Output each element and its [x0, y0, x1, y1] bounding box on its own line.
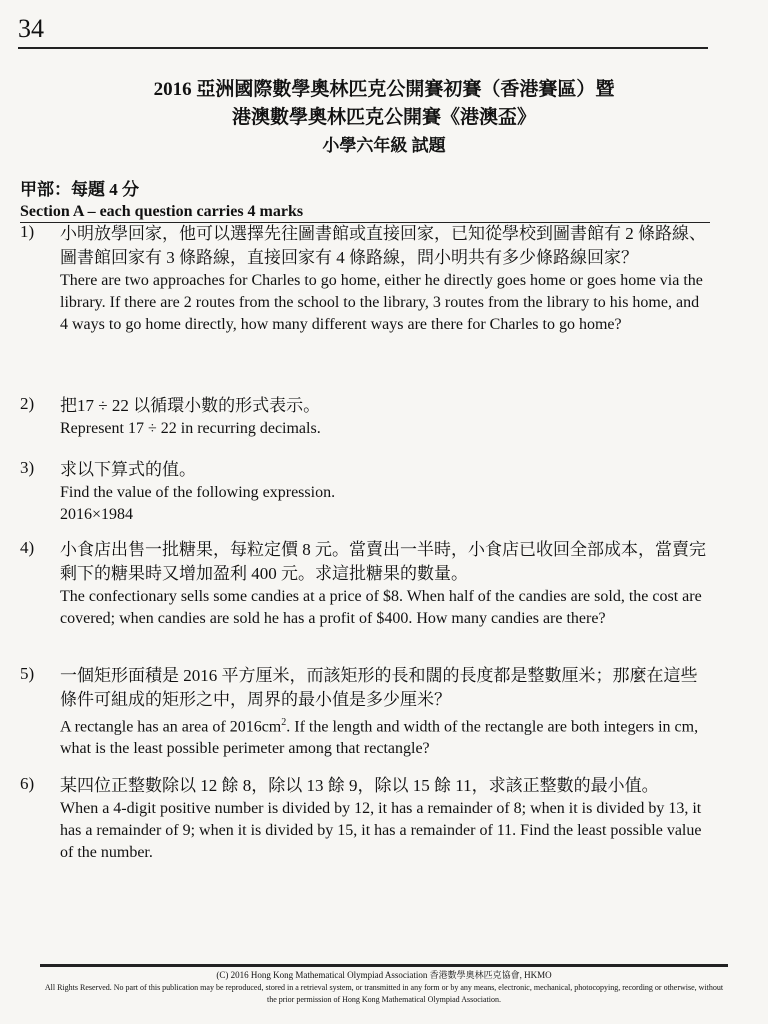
question-text-en: The confectionary sells some candies at a price of $8. When half of the candies are sold, the cost are covered; when candies are sold he has a profit of $400. How many candies are there? — [60, 588, 702, 627]
question-text-en: When a 4-digit positive number is divided by 12, it has a remainder of 8; when it is divided by 13, it has a remainder of 9; when it is divided by 15, it has a remainder of 11. Find the least possible value of the number. — [60, 800, 702, 861]
exam-title — [0, 76, 768, 160]
question-text-en: Represent 17 ÷ 22 in recurring decimals. — [60, 420, 321, 437]
footer-rights: All Rights Reserved. No part of this publication may be reproduced, stored in a retrieval system, or transmitted in any form or by any means, electronic, mechanical, photocopying, recording or otherwise, without the prior permission of Hong Kong Mathematical Olympiad Association. — [44, 983, 724, 1004]
superscript-exponent: 2 — [281, 717, 287, 728]
question-text-en: There are two approaches for Charles to go home, either he directly goes home or goes home via the library. If there are 2 routes from the school to the library, 3 routes from the library to his home, and 4 ways to go home directly, how many different ways are there for Charles to go home? — [60, 272, 703, 333]
question-number: 6) — [20, 774, 35, 793]
question-number: 3) — [20, 458, 35, 477]
footer-copyright: (C) 2016 Hong Kong Mathematical Olympiad Association 香港數學奧林匹克協會, HKMO — [216, 970, 552, 980]
question-text-zh: 小食店出售一批糖果，每粒定價 8 元。當賣出一半時，小食店已收回全部成本，當賣完剩下的糖果時又增加盈利 400 元。求這批糖果的數量。 — [60, 540, 706, 583]
section-heading-zh: 甲部：每題 4 分 — [20, 180, 139, 199]
question-number: 4) — [20, 538, 35, 557]
question-2 — [20, 394, 710, 440]
question-text-en: Find the value of the following expression. — [60, 484, 336, 501]
question-number: 2) — [20, 394, 35, 413]
question-number: 5) — [20, 664, 35, 683]
question-6 — [20, 774, 710, 864]
title-line-1: 2016 亞洲國際數學奧林匹克公開賽初賽（香港賽區）暨 — [153, 79, 615, 100]
top-divider — [18, 47, 708, 49]
footer — [40, 968, 728, 1006]
question-text-zh: 某四位正整數除以 12 餘 8，除以 13 餘 9，除以 15 餘 11，求該正整數的最小值。 — [60, 776, 659, 795]
title-line-3: 小學六年級 試題 — [322, 136, 446, 155]
question-text-zh: 小明放學回家，他可以選擇先往圖書館或直接回家，已知從學校到圖書館有 2 條路線、圖書館回家有 3 條路線，直接回家有 4 條路線，問小明共有多少條路線回家？ — [60, 224, 706, 267]
page-number: 34 — [18, 14, 44, 43]
question-3 — [20, 458, 710, 526]
question-expression: 2016×1984 — [60, 506, 134, 523]
question-text-zh: 求以下算式的值。 — [60, 460, 196, 479]
section-heading — [20, 178, 710, 223]
question-number: 1) — [20, 222, 35, 241]
question-text-en-part1: A rectangle has an area of 2016cm — [60, 718, 282, 736]
section-heading-en: Section A – each question carries 4 marks — [20, 202, 710, 223]
question-5 — [20, 664, 710, 760]
title-line-2: 港澳數學奧林匹克公開賽《港澳盃》 — [231, 107, 536, 128]
question-text-zh: 把17 ÷ 22 以循環小數的形式表示。 — [60, 396, 321, 415]
question-text-en-part2: . If the length and width of the rectangle are both integers in cm, what is the least possible perimeter among that rectangle? — [60, 718, 699, 758]
question-4 — [20, 538, 710, 630]
footer-divider — [40, 964, 728, 967]
question-text-en — [60, 712, 710, 760]
question-1 — [20, 222, 710, 336]
question-text-zh: 一個矩形面積是 2016 平方厘米，而該矩形的長和闊的長度都是整數厘米；那麼在這些條件可組成的矩形之中，周界的最小值是多少厘米？ — [60, 666, 698, 709]
